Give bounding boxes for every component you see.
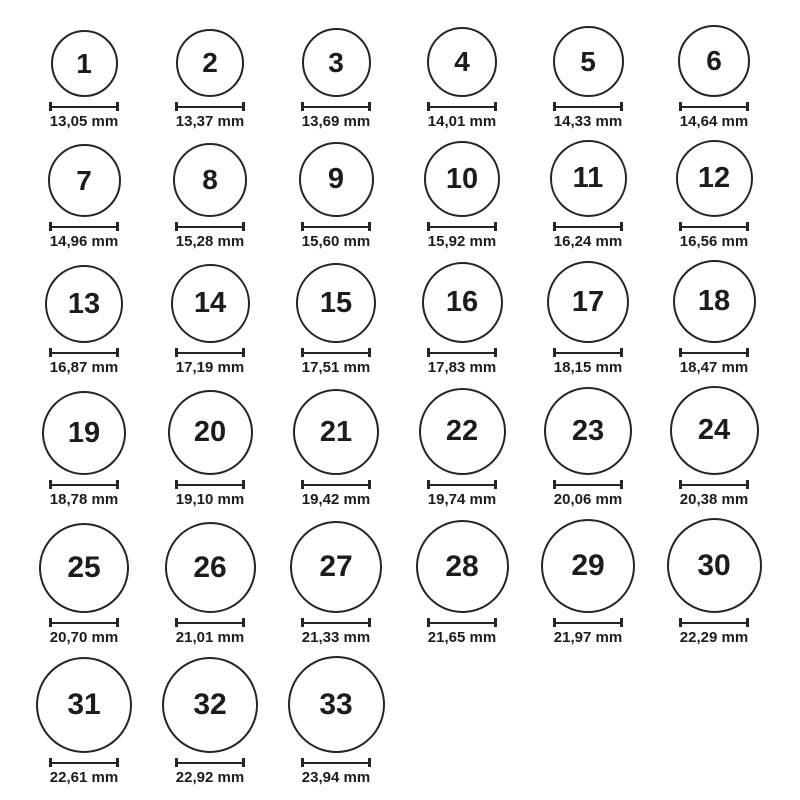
ring-size-item xyxy=(21,391,147,507)
diameter-label: 21,97 mm xyxy=(553,629,623,646)
diameter-measure-line xyxy=(553,618,623,627)
ring-size-circle xyxy=(424,141,500,217)
ring-size-item xyxy=(21,30,147,129)
ring-size-item xyxy=(147,657,273,785)
ring-size-circle xyxy=(293,389,379,475)
ring-size-number: 14 xyxy=(193,287,227,319)
ring-size-circle xyxy=(550,140,627,217)
diameter-label: 16,24 mm xyxy=(553,233,623,250)
ring-size-item xyxy=(651,260,777,375)
ring-size-row xyxy=(21,656,800,785)
diameter-label: 17,83 mm xyxy=(427,359,497,376)
ring-size-row xyxy=(21,260,800,375)
diameter-label: 17,19 mm xyxy=(175,359,245,376)
diameter-measure-line xyxy=(427,480,497,489)
ring-size-circle xyxy=(296,263,376,343)
diameter-label: 13,37 mm xyxy=(175,113,245,130)
diameter-measure-line xyxy=(553,348,623,357)
ring-size-number: 5 xyxy=(580,45,596,77)
ring-size-item xyxy=(525,387,651,507)
ring-size-item xyxy=(399,141,525,249)
ring-size-row xyxy=(21,386,800,507)
ring-size-circle xyxy=(678,25,750,97)
ring-size-item xyxy=(525,519,651,645)
diameter-label: 19,74 mm xyxy=(427,491,497,508)
ring-size-circle xyxy=(670,386,759,475)
ring-size-circle xyxy=(544,387,632,475)
diameter-label: 18,78 mm xyxy=(49,491,119,508)
diameter-measure-line xyxy=(553,480,623,489)
ring-size-circle xyxy=(553,26,624,97)
diameter-measure-line xyxy=(679,348,749,357)
ring-size-row xyxy=(21,518,800,645)
ring-size-circle xyxy=(427,27,497,97)
ring-size-number: 1 xyxy=(76,47,92,79)
diameter-measure-line xyxy=(427,348,497,357)
ring-size-number: 23 xyxy=(571,414,605,447)
diameter-label: 16,87 mm xyxy=(49,359,119,376)
diameter-measure-line xyxy=(49,618,119,627)
ring-size-number: 16 xyxy=(445,286,479,318)
ring-size-item xyxy=(147,522,273,645)
diameter-measure-line xyxy=(301,758,371,767)
ring-size-item xyxy=(147,390,273,507)
diameter-label: 14,01 mm xyxy=(427,113,497,130)
ring-size-number: 33 xyxy=(319,687,353,721)
diameter-label: 15,92 mm xyxy=(427,233,497,250)
ring-size-number: 20 xyxy=(193,416,227,448)
diameter-measure-line xyxy=(175,618,245,627)
diameter-measure-line xyxy=(49,480,119,489)
ring-size-circle xyxy=(419,388,506,475)
diameter-label: 16,56 mm xyxy=(679,233,749,250)
ring-size-circle xyxy=(667,518,762,613)
ring-size-item xyxy=(273,521,399,645)
ring-size-item xyxy=(147,143,273,249)
diameter-label: 20,38 mm xyxy=(679,491,749,508)
diameter-label: 21,65 mm xyxy=(427,629,497,646)
ring-size-number: 31 xyxy=(67,688,101,721)
diameter-label: 14,96 mm xyxy=(49,233,119,250)
diameter-measure-line xyxy=(175,348,245,357)
ring-size-circle xyxy=(48,144,121,217)
diameter-label: 20,70 mm xyxy=(49,629,119,646)
ring-size-circle xyxy=(288,656,385,753)
diameter-measure-line xyxy=(679,102,749,111)
diameter-measure-line xyxy=(427,222,497,231)
ring-size-item xyxy=(273,263,399,375)
diameter-label: 15,28 mm xyxy=(175,233,245,250)
ring-size-number: 18 xyxy=(697,285,731,317)
ring-size-item xyxy=(273,389,399,507)
ring-size-item xyxy=(399,520,525,645)
ring-size-circle xyxy=(416,520,509,613)
ring-size-number: 8 xyxy=(202,164,218,195)
diameter-measure-line xyxy=(679,480,749,489)
ring-size-item xyxy=(525,140,651,249)
ring-size-item xyxy=(525,261,651,375)
diameter-measure-line xyxy=(175,222,245,231)
diameter-measure-line xyxy=(49,102,119,111)
ring-size-row xyxy=(21,140,800,249)
ring-size-item xyxy=(147,29,273,129)
ring-size-circle xyxy=(676,140,753,217)
ring-size-item xyxy=(147,264,273,375)
diameter-label: 22,61 mm xyxy=(49,769,119,786)
ring-size-item xyxy=(273,28,399,129)
ring-size-number: 4 xyxy=(454,46,470,77)
diameter-label: 21,33 mm xyxy=(301,629,371,646)
diameter-measure-line xyxy=(49,348,119,357)
diameter-label: 22,29 mm xyxy=(679,629,749,646)
ring-size-item xyxy=(21,144,147,249)
ring-size-circle xyxy=(176,29,244,97)
ring-size-item xyxy=(399,262,525,375)
diameter-label: 14,33 mm xyxy=(553,113,623,130)
ring-size-number: 22 xyxy=(445,415,479,447)
ring-size-item xyxy=(399,388,525,507)
ring-size-number: 15 xyxy=(319,286,353,319)
ring-size-number: 24 xyxy=(697,414,731,446)
ring-size-circle xyxy=(36,657,132,753)
ring-size-number: 21 xyxy=(319,415,353,448)
ring-size-circle xyxy=(422,262,503,343)
ring-size-number: 26 xyxy=(193,550,227,584)
ring-size-number: 11 xyxy=(572,162,604,194)
ring-size-circle xyxy=(302,28,371,97)
ring-size-number: 13 xyxy=(67,287,101,320)
ring-size-item xyxy=(21,265,147,375)
diameter-measure-line xyxy=(301,480,371,489)
ring-size-number: 9 xyxy=(327,163,345,195)
ring-size-circle xyxy=(45,265,123,343)
diameter-label: 17,51 mm xyxy=(301,359,371,376)
ring-size-circle xyxy=(541,519,635,613)
ring-size-circle xyxy=(39,523,129,613)
ring-size-item xyxy=(273,142,399,249)
ring-size-circle xyxy=(51,30,118,97)
diameter-label: 13,69 mm xyxy=(301,113,371,130)
ring-size-item xyxy=(21,523,147,645)
ring-size-number: 29 xyxy=(571,549,605,582)
diameter-measure-line xyxy=(553,102,623,111)
diameter-label: 18,15 mm xyxy=(553,359,623,376)
diameter-label: 22,92 mm xyxy=(175,769,245,786)
ring-size-item xyxy=(651,386,777,507)
ring-size-number: 10 xyxy=(445,162,479,195)
diameter-measure-line xyxy=(301,222,371,231)
ring-size-circle xyxy=(162,657,258,753)
diameter-measure-line xyxy=(301,348,371,357)
ring-size-number: 12 xyxy=(697,162,731,194)
ring-size-item xyxy=(651,140,777,249)
ring-size-circle xyxy=(173,143,247,217)
diameter-label: 20,06 mm xyxy=(553,491,623,508)
diameter-label: 14,64 mm xyxy=(679,113,749,130)
ring-size-item xyxy=(399,27,525,129)
diameter-label: 21,01 mm xyxy=(175,629,245,646)
diameter-label: 13,05 mm xyxy=(49,113,119,130)
diameter-measure-line xyxy=(175,480,245,489)
ring-size-row xyxy=(21,25,800,129)
ring-size-circle xyxy=(42,391,126,475)
ring-size-number: 32 xyxy=(193,688,227,721)
ring-size-circle xyxy=(165,522,256,613)
diameter-label: 15,60 mm xyxy=(301,233,371,250)
diameter-measure-line xyxy=(175,102,245,111)
diameter-measure-line xyxy=(679,222,749,231)
diameter-measure-line xyxy=(49,758,119,767)
diameter-measure-line xyxy=(49,222,119,231)
ring-size-number: 7 xyxy=(76,164,92,196)
ring-size-circle xyxy=(168,390,253,475)
ring-size-circle xyxy=(547,261,629,343)
ring-size-number: 25 xyxy=(67,551,101,584)
diameter-label: 23,94 mm xyxy=(301,769,371,786)
diameter-measure-line xyxy=(553,222,623,231)
ring-size-circle xyxy=(290,521,382,613)
ring-size-item xyxy=(273,656,399,785)
ring-size-item xyxy=(651,25,777,129)
ring-size-number: 3 xyxy=(328,46,344,78)
ring-size-number: 19 xyxy=(67,416,101,449)
ring-size-number: 2 xyxy=(202,47,218,78)
ring-size-circle xyxy=(673,260,756,343)
ring-size-circle xyxy=(171,264,250,343)
ring-size-number: 28 xyxy=(445,549,479,583)
ring-size-number: 17 xyxy=(571,285,605,318)
ring-size-number: 30 xyxy=(697,548,731,582)
diameter-measure-line xyxy=(679,618,749,627)
ring-size-item xyxy=(651,518,777,645)
diameter-measure-line xyxy=(301,618,371,627)
ring-size-item xyxy=(21,657,147,785)
ring-size-item xyxy=(525,26,651,129)
ring-size-number: 27 xyxy=(319,550,353,583)
diameter-measure-line xyxy=(175,758,245,767)
diameter-label: 18,47 mm xyxy=(679,359,749,376)
diameter-measure-line xyxy=(427,102,497,111)
diameter-label: 19,42 mm xyxy=(301,491,371,508)
diameter-measure-line xyxy=(427,618,497,627)
ring-size-number: 6 xyxy=(706,45,722,76)
diameter-measure-line xyxy=(301,102,371,111)
diameter-label: 19,10 mm xyxy=(175,491,245,508)
ring-size-circle xyxy=(299,142,374,217)
